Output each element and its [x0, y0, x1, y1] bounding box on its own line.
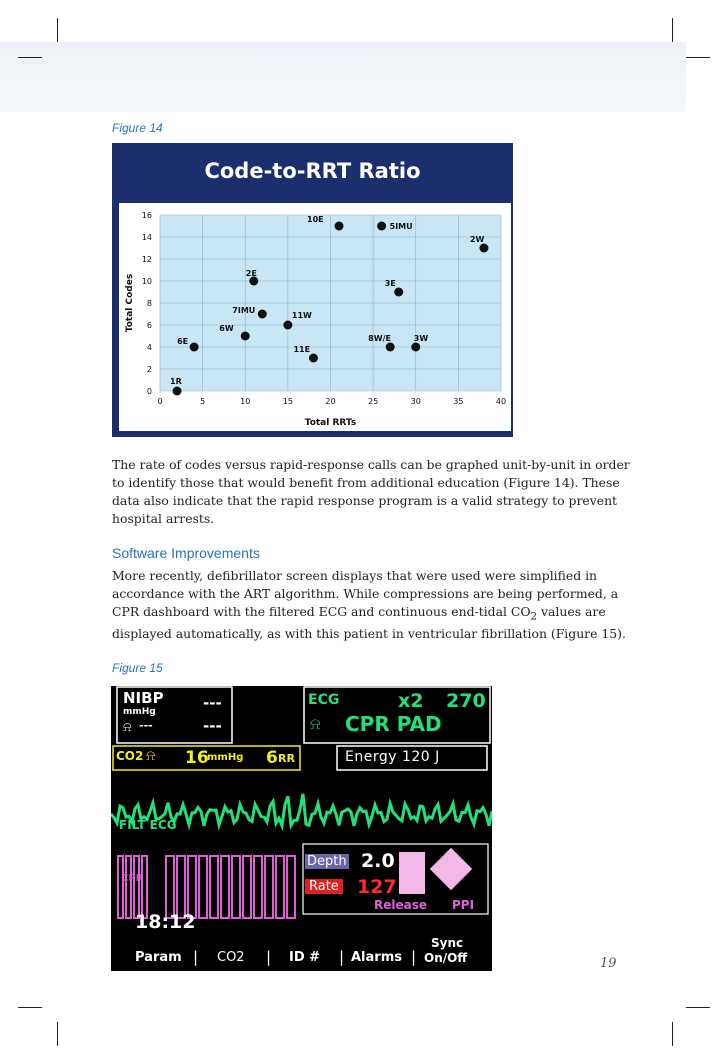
- x-tick-label: 10: [240, 397, 251, 406]
- compression-bar: [232, 856, 240, 918]
- data-point: [258, 310, 267, 319]
- menu-param[interactable]: Param: [135, 950, 182, 965]
- depth-label: Depth: [307, 854, 347, 869]
- crop-mark: [686, 1007, 710, 1008]
- compression-bar: [210, 856, 218, 918]
- point-label: 1R: [170, 377, 182, 386]
- section-text-b: values are displayed automatically, as with this patient in ventricular fibrillation (Figure 15).: [112, 604, 626, 642]
- section-heading: Software Improvements: [112, 545, 260, 561]
- point-label: 3E: [384, 279, 396, 288]
- data-point: [377, 222, 386, 231]
- point-label: 6W: [219, 324, 234, 333]
- x-tick-label: 40: [495, 397, 507, 406]
- ppi-label: PPI: [452, 898, 475, 912]
- defibrillator-screen: [111, 686, 492, 971]
- body-paragraph: [112, 456, 632, 528]
- y-tick-label: 4: [146, 343, 152, 352]
- co2-value: 16: [185, 748, 209, 768]
- co2-label: CO2: [116, 749, 144, 763]
- bell-off-icon: ⍾: [310, 714, 321, 733]
- point-label: 11W: [291, 311, 312, 320]
- compression-bar: [265, 856, 273, 918]
- ecg-gain: x2: [398, 690, 424, 712]
- release-bar: [399, 852, 425, 894]
- data-point: [241, 332, 250, 341]
- data-point: [394, 288, 403, 297]
- data-point: [173, 387, 182, 396]
- section-paragraph: [112, 567, 632, 643]
- y-tick-label: 16: [141, 211, 152, 220]
- compression-bar: [134, 856, 139, 918]
- nibp-label: NIBP: [123, 689, 164, 707]
- co2-unit: mmHg: [207, 752, 244, 763]
- depth-value: 2.0: [361, 850, 395, 872]
- y-tick-label: 14: [141, 233, 152, 242]
- figure-14-label: Figure 14: [112, 121, 163, 135]
- compression-bar: [276, 856, 284, 918]
- data-point: [283, 321, 292, 330]
- x-tick-label: 25: [368, 397, 379, 406]
- menu-id[interactable]: ID #: [289, 950, 321, 965]
- crop-mark: [672, 1022, 673, 1046]
- rr-unit: RR: [278, 752, 295, 765]
- menu-divider: |: [193, 948, 199, 966]
- ecg-rate: 270: [446, 690, 486, 712]
- bell-off-icon: ⍾: [123, 720, 132, 735]
- figure-15-label: Figure 15: [112, 661, 163, 675]
- crop-mark: [18, 1007, 42, 1008]
- nibp-systolic-dashes: ---: [203, 694, 222, 712]
- co2-subscript: 2: [530, 610, 538, 623]
- x-tick-label: 5: [200, 397, 206, 406]
- x-tick-label: 30: [410, 397, 421, 406]
- data-point: [386, 343, 395, 352]
- crop-mark: [57, 18, 58, 42]
- sync-line-2[interactable]: On/Off: [424, 951, 468, 965]
- compression-bar: [142, 856, 147, 918]
- point-label: 10E: [307, 215, 324, 224]
- code-to-rrt-chart: [112, 143, 513, 437]
- ecg-waveform: [111, 784, 492, 844]
- rr-value: 6: [266, 748, 278, 768]
- crop-mark: [18, 57, 42, 58]
- data-point: [479, 244, 488, 253]
- menu-co2[interactable]: CO2: [217, 950, 245, 965]
- rate-value: 127: [357, 876, 397, 898]
- energy-readout: Energy 120 J: [345, 749, 440, 765]
- bell-off-icon: ⍾: [146, 748, 156, 764]
- x-tick-label: 20: [325, 397, 336, 406]
- point-label: 5IMU: [389, 222, 413, 231]
- section-text-a: More recently, defibrillator screen displays that were used were simplified in accordance with the ART algorithm. While compressions are being performed, a CPR dashboard with the filtered ECG and continuous end-tidal CO: [112, 568, 619, 619]
- crop-mark: [686, 57, 710, 58]
- menu-divider: |: [339, 948, 345, 966]
- point-label: 3W: [413, 334, 429, 343]
- x-tick-label: 15: [282, 397, 293, 406]
- compression-bar: [126, 856, 131, 918]
- point-label: 7IMU: [232, 306, 256, 315]
- compression-bar: [118, 856, 123, 918]
- menu-alarms[interactable]: Alarms: [351, 950, 402, 965]
- nibp-diastolic-dashes: ---: [203, 717, 222, 735]
- compression-bar: [188, 856, 196, 918]
- y-tick-label: 0: [146, 387, 152, 396]
- paragraph-text: The rate of codes versus rapid-response calls can be graphed unit-by-unit in order to identify those that would benefit from additional education (Figure 14). These data also indicate that the rapid response program is a valid strategy to prevent hospital arrests.: [112, 457, 630, 526]
- x-tick-label: 35: [453, 397, 464, 406]
- cpr-pad-label: CPR PAD: [345, 712, 442, 736]
- compression-bar: [199, 856, 207, 918]
- point-label: 11E: [293, 345, 311, 354]
- y-axis-label: Total Codes: [125, 273, 135, 333]
- chart-plot: [112, 143, 513, 437]
- point-label: 2W: [469, 235, 485, 244]
- y-tick-label: 10: [141, 277, 152, 286]
- ecg-label: ECG: [308, 692, 340, 708]
- data-point: [335, 222, 344, 231]
- data-point: [411, 343, 420, 352]
- crop-mark: [57, 1022, 58, 1046]
- compression-bar: [254, 856, 262, 918]
- cpr-label: CPR: [121, 873, 144, 884]
- menu-divider: |: [411, 948, 417, 966]
- chart-title: Code-to-RRT Ratio: [204, 159, 421, 183]
- y-tick-label: 2: [146, 365, 152, 374]
- filt-ecg-label: FILT ECG: [119, 818, 177, 832]
- menu-divider: |: [266, 948, 272, 966]
- compression-bar: [177, 856, 185, 918]
- y-tick-label: 8: [146, 299, 152, 308]
- y-tick-label: 6: [146, 321, 152, 330]
- header-band: [0, 42, 686, 112]
- compression-bar: [243, 856, 251, 918]
- rate-label: Rate: [305, 879, 343, 894]
- release-label: Release: [374, 898, 428, 912]
- point-label: 2E: [245, 269, 257, 278]
- compression-bar: [166, 856, 174, 918]
- point-label: 8W/E: [368, 334, 391, 343]
- data-point: [309, 354, 318, 363]
- point-label: 6E: [177, 337, 189, 346]
- compression-bar: [287, 856, 295, 918]
- page-number: 19: [600, 956, 617, 971]
- x-axis-label: Total RRTs: [304, 418, 357, 428]
- compression-bar: [221, 856, 229, 918]
- x-tick-label: 0: [157, 397, 163, 406]
- section-text: [112, 567, 632, 643]
- y-tick-label: 12: [141, 255, 152, 264]
- elapsed-time: 18:12: [135, 911, 196, 933]
- sync-line-1[interactable]: Sync: [431, 936, 464, 950]
- crop-mark: [672, 18, 673, 42]
- nibp-small-dashes: ---: [139, 719, 153, 732]
- mmhg-label: mmHg: [123, 707, 156, 717]
- data-point: [190, 343, 199, 352]
